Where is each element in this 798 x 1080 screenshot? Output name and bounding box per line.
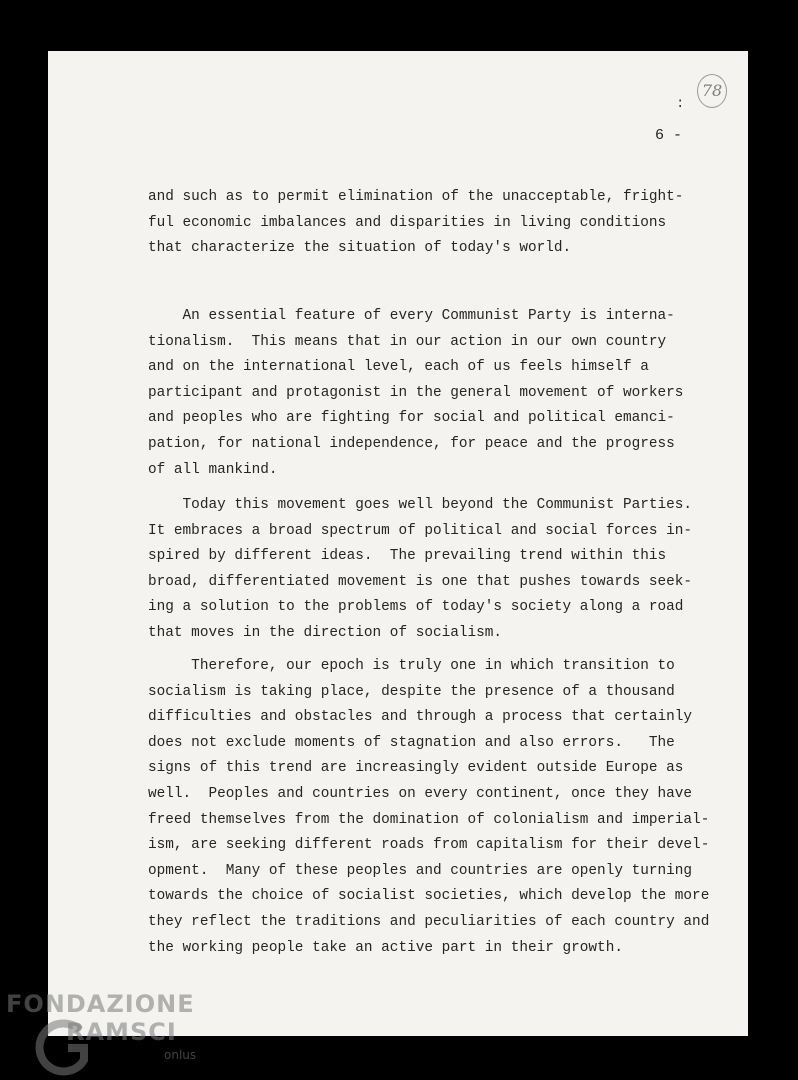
watermark-line-3: onlus — [164, 1048, 197, 1062]
paragraph-1: and such as to permit elimination of the unacceptable, fright- ful economic imbalances and disparities in living conditions that characterize the situation of today's world. — [148, 189, 684, 257]
paragraph-2: An essential feature of every Communist Party is interna- tionalism. This means that in our action in our own country and on the international level, each of us feels himself a participant and protagonist in the general movement of workers and peoples who are fighting for social and political emanci- pation, for national independence, for peace and the progress of all mankind. — [148, 308, 684, 478]
archive-page-stamp: 78 — [697, 74, 727, 108]
watermark-line-1: FONDAZIONE — [6, 990, 195, 1018]
colon-mark: : — [676, 96, 685, 112]
watermark-line-2: RAMSCI — [66, 1018, 177, 1046]
page-number: 6 - — [655, 127, 683, 144]
paragraph-3: Today this movement goes well beyond the Communist Parties. It embraces a broad spectrum of political and social forces in- spired by different ideas. The prevailing trend within this broad, differentiated movement is one that pushes towards seek- ing a solution to the problems of today's society along a road that moves in the direction of socialism. — [148, 497, 693, 641]
paragraph-4: Therefore, our epoch is truly one in which transition to socialism is taking place, despite the presence of a thousand difficulties and obstacles and through a process that certainly does not exclude moments of stagnation and also errors. The signs of this trend are increasingly evident outside Europe as well. Peoples and countries on every continent, once they have freed themselves from the domination of colonialism and imperial- ism, are seeking different roads from capitalism for their devel- opment. Many of these peoples and countries are openly turning towards the choice of socialist societies, which develop the more they reflect the traditions and peculiarities of each country and the working people take an active part in their growth. — [148, 658, 710, 956]
